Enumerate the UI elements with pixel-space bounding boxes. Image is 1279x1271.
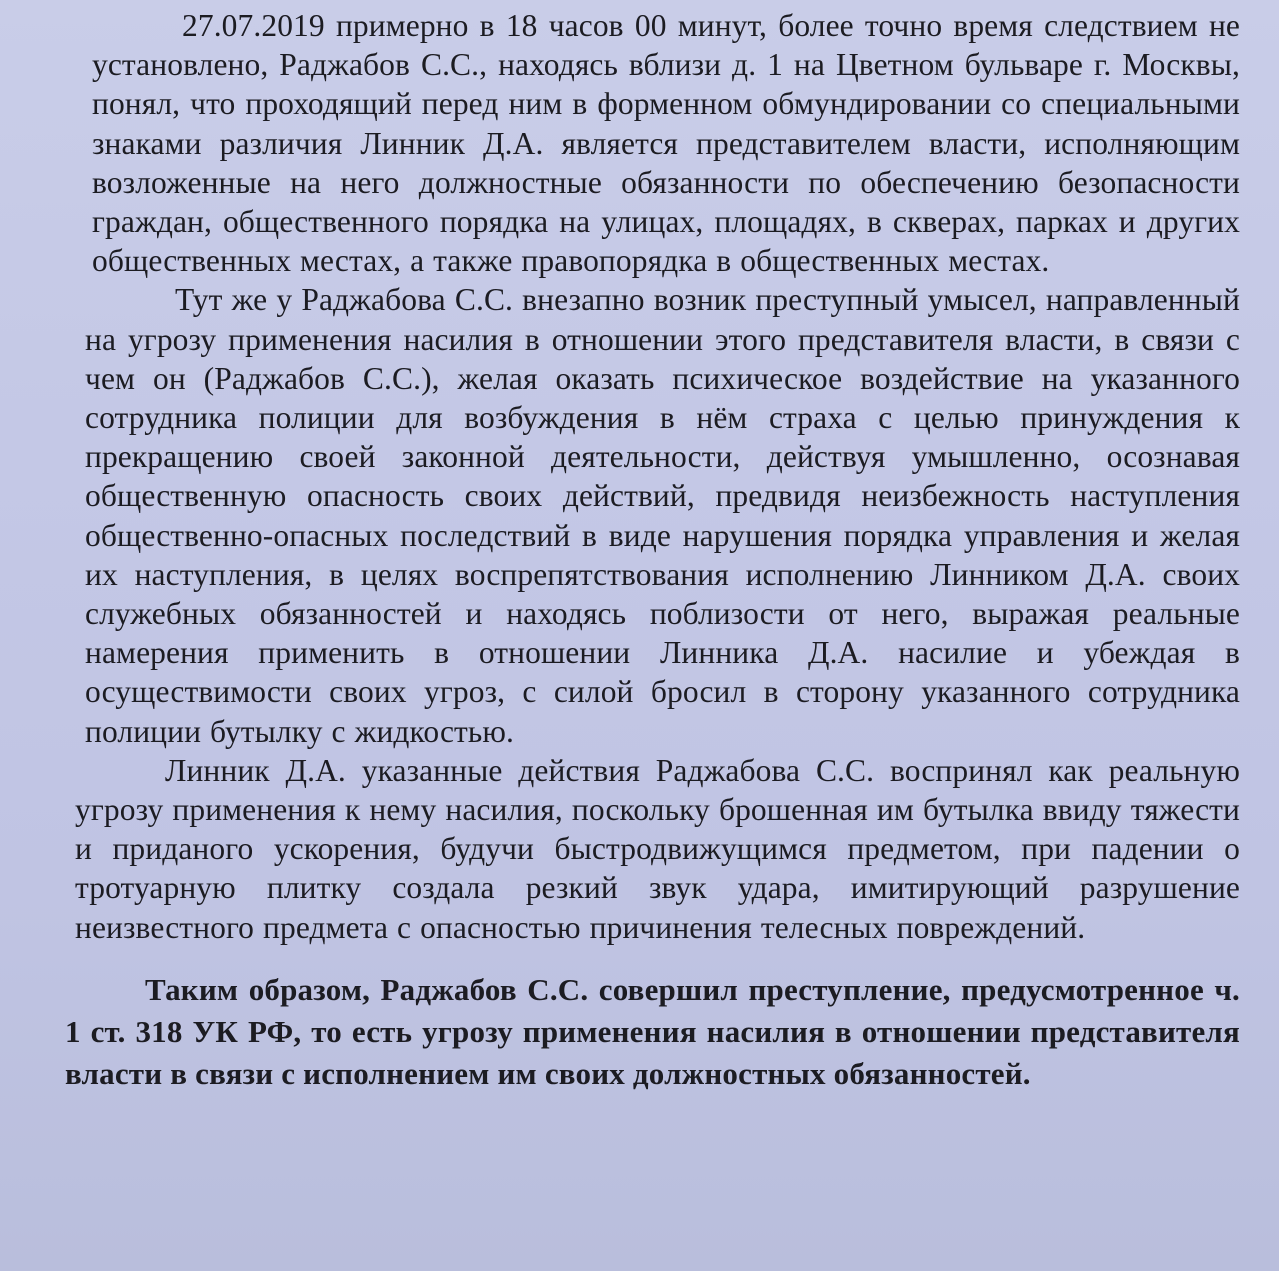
paragraph-conclusion: Таким образом, Раджабов С.С. совершил преступление, предусмотренное ч. 1 ст. 318 УК РФ, то есть угрозу применения насилия в отношении представителя власти в связи с исполнением им своих должностных обязанностей. — [65, 971, 1240, 1091]
document-body — [65, 6, 1240, 1095]
paragraph-intent: Тут же у Раджабова С.С. внезапно возник преступный умысел, направленный на угрозу применения насилия в отношении этого представителя власти, в связи с чем он (Раджабов С.С.), желая оказать психическое воздействие на указанного сотрудника полиции для возбуждения в нём страха с целью принуждения к прекращению своей законной деятельности, действуя умышленно, осознавая общественную опасность своих действий, предвидя неизбежность наступления общественно-опасных последствий в виде нарушения порядка управления и желая их наступления, в целях воспрепятствования исполнению Линником Д.А. своих служебных обязанностей и находясь поблизости от него, выражая реальные намерения применить в отношении Линника Д.А. насилие и убеждая в осуществимости своих угроз, с силой бросил в сторону указанного сотрудника полиции бутылку с жидкостью. — [85, 282, 1240, 749]
paragraph-perception: Линник Д.А. указанные действия Раджабова С.С. воспринял как реальную угрозу применения к нему насилия, поскольку брошенная им бутылка ввиду тяжести и приданого ускорения, будучи быстродвижущимся предметом, при падении о тротуарную плитку создала резкий звук удара, имитирующий разрушение неизвестного предмета с опасностью причинения телесных повреждений. — [75, 752, 1240, 945]
paragraph-incident: 27.07.2019 примерно в 18 часов 00 минут, более точно время следствием не установлено, Раджабов С.С., находясь вблизи д. 1 на Цветном бульваре г. Москвы, понял, что проходящий перед ним в форменном обмундировании со специальными знаками различия Линник Д.А. является представителем власти, исполняющим возложенные на него должностные обязанности по обеспечению безопасности граждан, общественного порядка на улицах, площадях, в скверах, парках и других общественных местах, а также правопорядка в общественных местах. — [92, 8, 1240, 279]
